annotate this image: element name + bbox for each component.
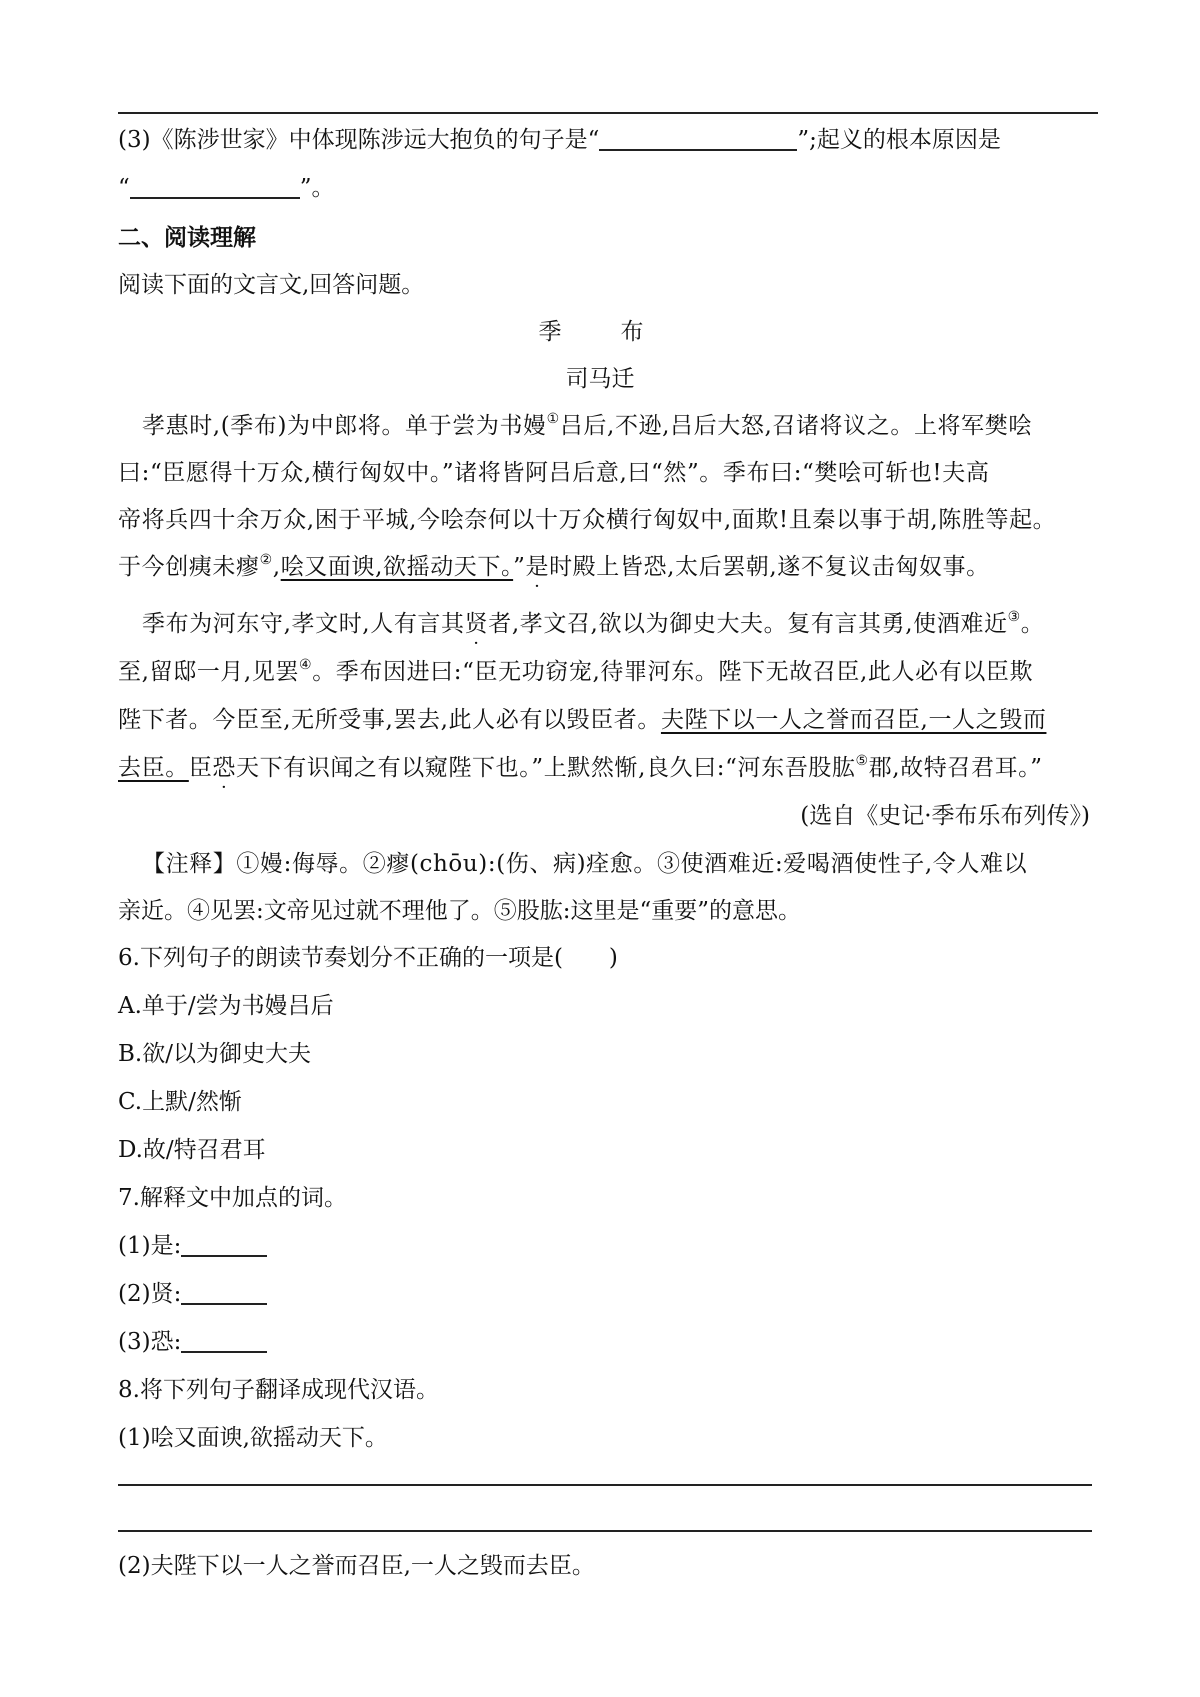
- q3-text-d: ”。: [299, 175, 335, 201]
- para2-line4: [118, 752, 1043, 784]
- q7-item-2-label: (2)贤:: [118, 1281, 182, 1307]
- para1-line1: [142, 410, 1032, 442]
- notes-line1: 【注释】①嫚:侮辱。②瘳(chōu):(伤、病)痊愈。③使酒难近:爱喝酒使性子,令人难以: [142, 851, 1028, 877]
- q3-text-a: (3)《陈涉世家》中体现陈涉远大抱负的句子是“: [118, 127, 600, 153]
- q7-answer-blank-3[interactable]: [181, 1327, 267, 1353]
- q7-item-1-label: (1)是:: [118, 1233, 182, 1259]
- text: 天下有识闻之有以窥陛下也。”上默然惭,良久曰:“河东吾股肱: [236, 755, 856, 781]
- para2-line1: [142, 608, 1044, 640]
- section-instruction: 阅读下面的文言文,回答问题。: [118, 272, 425, 298]
- q7-answer-blank-1[interactable]: [181, 1231, 267, 1257]
- article-title: 季 布: [538, 319, 662, 345]
- q7-item-3-label: (3)恐:: [118, 1329, 182, 1355]
- dotted-word-kong: 恐: [212, 755, 237, 781]
- text: ,: [272, 554, 281, 580]
- q7-item-3: [118, 1326, 267, 1358]
- text: 。: [1020, 611, 1045, 637]
- footnote-marker-4: ④: [299, 657, 313, 673]
- q3-line2: [118, 172, 335, 204]
- text: 臣: [188, 755, 213, 781]
- underlined-sentence-2b: 去臣。: [118, 755, 189, 781]
- underlined-sentence-1: 哙又面谀,欲摇动天下。: [280, 554, 514, 580]
- section-heading: 二、阅读理解: [118, 225, 256, 251]
- q3-answer-blank-2[interactable]: [130, 173, 300, 199]
- text: 者,孝文召,欲以为御史大夫。复有言其勇,使酒难近: [488, 611, 1008, 637]
- top-rule: [118, 112, 1098, 114]
- q7-answer-blank-2[interactable]: [181, 1279, 267, 1305]
- text: 时殿上皆恐,太后罢朝,遂不复议击匈奴事。: [549, 554, 990, 580]
- dotted-word-shi: 是: [525, 554, 550, 580]
- notes-line2: 亲近。④见罢:文帝见过就不理他了。⑤股肱:这里是“重要”的意思。: [118, 898, 802, 924]
- q8-item-2: (2)夫陛下以一人之誉而召臣,一人之毁而去臣。: [118, 1553, 595, 1579]
- q6-stem: 6.下列句子的朗读节奏划分不正确的一项是( ): [118, 945, 618, 971]
- text: 于今创痍未瘳: [118, 554, 260, 580]
- q6-option-d[interactable]: D.故/特召君耳: [118, 1137, 266, 1163]
- q8-answer-line-2[interactable]: [118, 1530, 1092, 1532]
- para2-line2: [118, 656, 1033, 688]
- q7-item-1: [118, 1230, 267, 1262]
- para1-line3: 帝将兵四十余万众,困于平城,今哙奈何以十万众横行匈奴中,面欺!且秦以事于胡,陈胜等起。: [118, 507, 1057, 533]
- article-source: (选自《史记·季布乐布列传》): [800, 803, 1090, 829]
- text: 。季布因进曰:“臣无功窃宠,待罪河东。陛下无故召臣,此人必有以臣欺: [312, 659, 1034, 685]
- q3-line1: [118, 124, 1001, 156]
- text: 孝惠时,(季布)为中郎将。单于尝为书嫚: [142, 413, 547, 439]
- q8-item-1: (1)哙又面谀,欲摇动天下。: [118, 1425, 388, 1451]
- text: 季布为河东守,孝文时,人有言其: [142, 611, 465, 637]
- para2-line3: [118, 704, 1046, 736]
- q6-option-c[interactable]: C.上默/然惭: [118, 1089, 242, 1115]
- footnote-marker-1: ①: [546, 411, 560, 427]
- footnote-marker-5: ⑤: [855, 753, 869, 769]
- q3-text-b: ”;起义的根本原因是: [797, 127, 1001, 153]
- q8-answer-line-1[interactable]: [118, 1484, 1092, 1486]
- para1-line4: [118, 551, 990, 583]
- text: ”: [513, 554, 526, 580]
- text: 至,留邸一月,见罢: [118, 659, 300, 685]
- q6-option-b[interactable]: B.欲/以为御史大夫: [118, 1041, 311, 1067]
- text: 郡,故特召君耳。”: [868, 755, 1043, 781]
- para1-line2: 曰:“臣愿得十万众,横行匈奴中。”诸将皆阿吕后意,曰“然”。季布曰:“樊哙可斩也!夫高: [118, 460, 990, 486]
- footnote-marker-2: ②: [259, 552, 273, 568]
- text: 陛下者。今臣至,无所受事,罢去,此人必有以毁臣者。: [118, 707, 661, 733]
- q6-option-a[interactable]: A.单于/尝为书嫚吕后: [118, 993, 334, 1019]
- q7-item-2: [118, 1278, 267, 1310]
- article-author: 司马迁: [565, 366, 635, 392]
- underlined-sentence-2a: 夫陛下以一人之誉而召臣,一人之毁而: [660, 707, 1047, 733]
- text: 吕后,不逊,吕后大怒,召诸将议之。上将军樊哙: [559, 413, 1032, 439]
- q3-answer-blank-1[interactable]: [599, 125, 797, 151]
- q3-text-c: “: [118, 175, 130, 201]
- q8-stem: 8.将下列句子翻译成现代汉语。: [118, 1377, 439, 1403]
- q7-stem: 7.解释文中加点的词。: [118, 1185, 347, 1211]
- dotted-word-xian: 贤: [464, 611, 489, 637]
- footnote-marker-3: ③: [1007, 609, 1021, 625]
